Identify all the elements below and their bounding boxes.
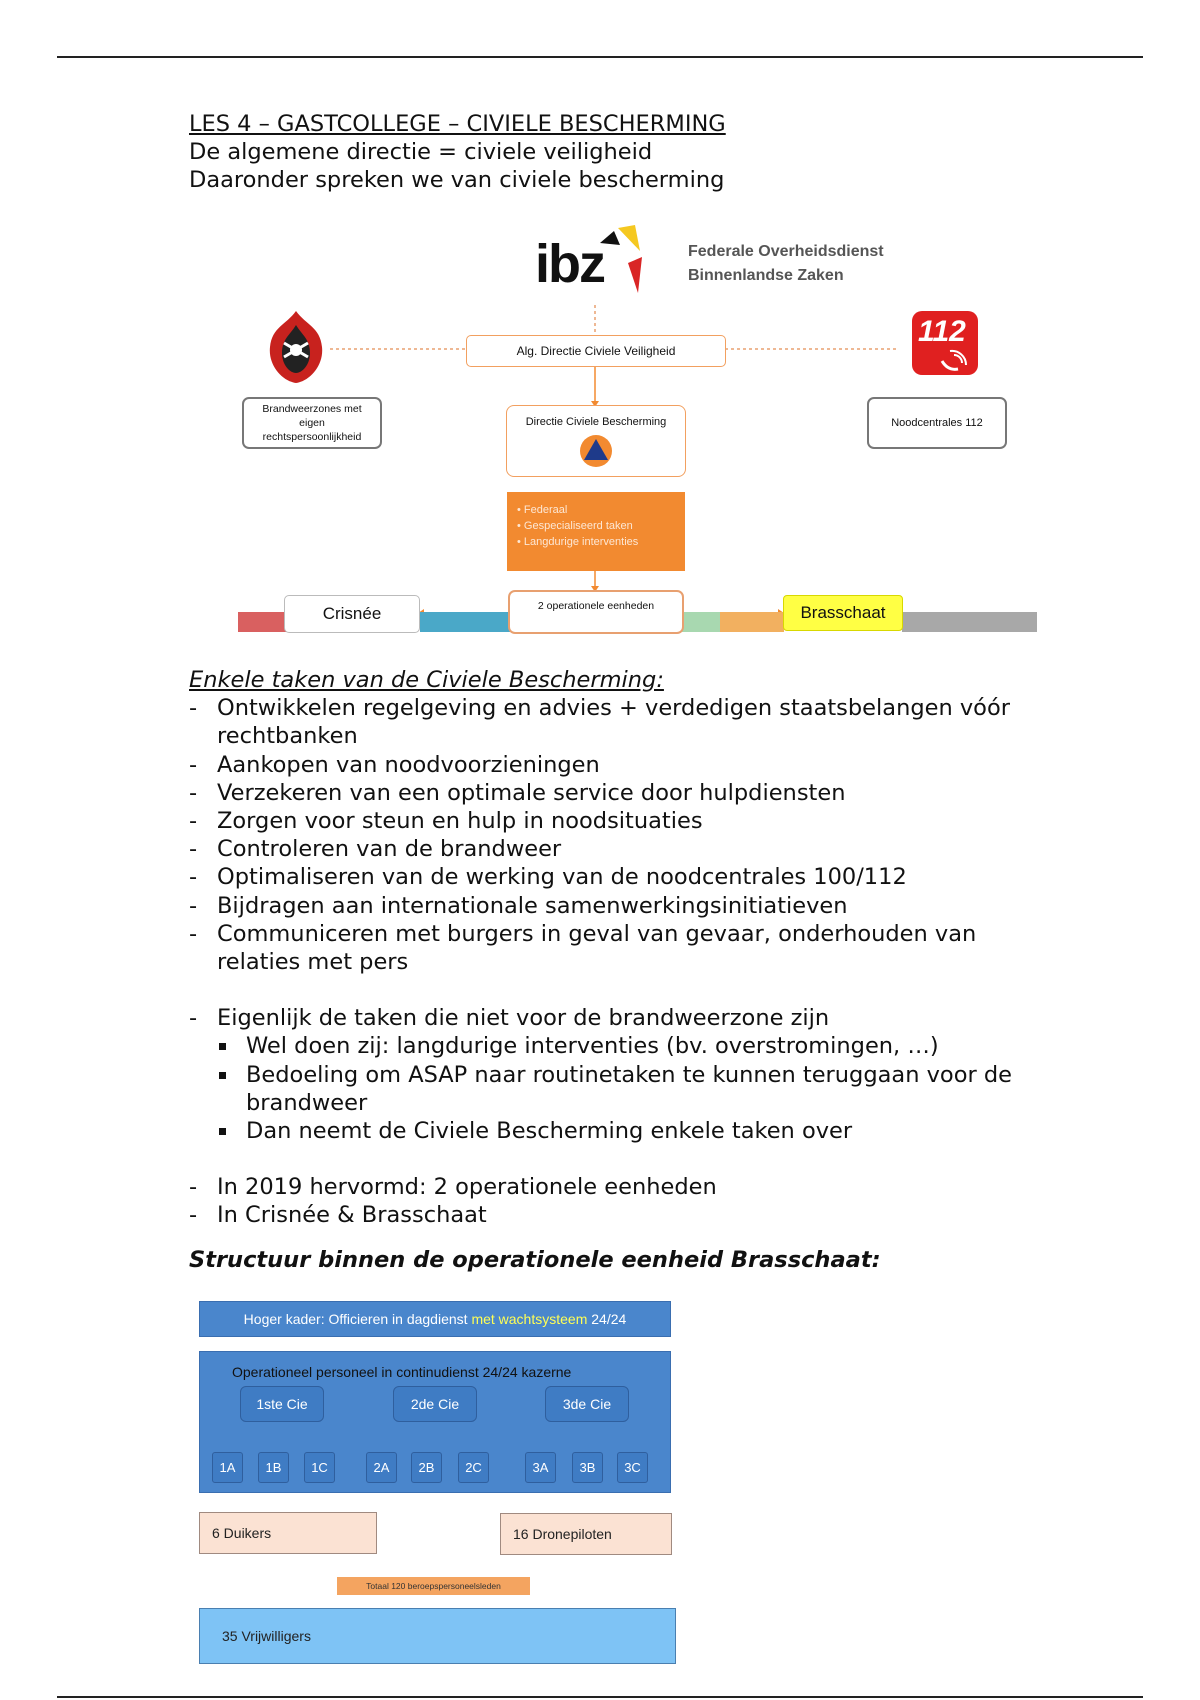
sub-list-item: Dan neemt de Civiele Bescherming enkele taken over <box>189 1117 1089 1145</box>
brasschaat-label: Brasschaat <box>800 603 886 622</box>
totaal-label: Totaal 120 beroepspersoneelsleden <box>366 1581 501 1591</box>
emergency-112-logo <box>912 311 978 375</box>
dronepiloten-box <box>500 1513 672 1555</box>
emergency-112-number: 112 <box>918 315 966 348</box>
ploeg-2a: 2A <box>366 1452 397 1483</box>
tasks-section <box>189 666 1089 1274</box>
alg-directie-box <box>466 335 726 367</box>
list-item: - Ontwikkelen regelgeving en advies + verdedigen staatsbelangen vóór rechtbanken <box>189 695 1010 750</box>
brandweerzones-label: Brandweerzones met eigen rechtspersoonlijkheid <box>262 403 362 443</box>
list-item: - Bijdragen aan internationale samenwerkingsinitiatieven <box>189 892 848 919</box>
cie-2: 2de Cie <box>393 1386 477 1422</box>
brandweerzones-box <box>242 397 382 449</box>
structure-chart <box>195 1297 685 1672</box>
ploeg-3a: 3A <box>525 1452 556 1483</box>
directie-cb-label: Directie Civiele Bescherming <box>525 416 667 428</box>
list-item: - Aankopen van noodvoorzieningen <box>189 751 600 778</box>
directie-tasks-box <box>507 492 685 571</box>
list-item: - Optimaliseren van de werking van de noodcentrales 100/112 <box>189 864 907 891</box>
tasks-heading: Enkele taken van de Civiele Bescherming: <box>189 667 664 693</box>
cie-1: 1ste Cie <box>240 1386 324 1422</box>
bar-segment-teal <box>420 612 512 632</box>
sub-list-item: Wel doen zij: langdurige interventies (bv. overstromingen, …) <box>189 1032 1089 1060</box>
page-title: LES 4 – GASTCOLLEGE – CIVIELE BESCHERMING <box>189 111 726 137</box>
crisnee-box <box>284 595 420 633</box>
brasschaat-box <box>783 595 903 631</box>
intro-line-2: Daaronder spreken we van civiele bescherming <box>189 167 725 194</box>
phone-signal-icon <box>938 347 972 371</box>
bar-segment-grey <box>902 612 1037 632</box>
duikers-box <box>199 1512 377 1554</box>
ploeg-3c: 3C <box>617 1452 648 1483</box>
ibz-logo <box>535 223 650 303</box>
duikers-label: 6 Duikers <box>212 1525 272 1541</box>
alg-directie-label: Alg. Directie Civiele Veiligheid <box>516 344 676 358</box>
hoger-kader-suffix: 24/24 <box>591 1311 627 1327</box>
ploeg-1b: 1B <box>258 1452 289 1483</box>
task-bullet-3: • Langdurige interventies <box>517 536 639 548</box>
list-item: - In Crisnée & Brasschaat <box>189 1202 487 1229</box>
list-item: - Eigenlijk de taken die niet voor de brandweerzone zijn <box>189 1005 830 1032</box>
hoger-kader-label: Hoger kader: Officieren in dagdienst <box>243 1311 468 1327</box>
ploeg-1a: 1A <box>212 1452 243 1483</box>
list-item: - Verzekeren van een optimale service door hulpdiensten <box>189 779 846 806</box>
ploeg-2c: 2C <box>458 1452 489 1483</box>
cie-3: 3de Cie <box>545 1386 629 1422</box>
bar-segment-green <box>680 612 720 632</box>
operationele-label: 2 operationele eenheden <box>537 600 655 612</box>
bottom-rule <box>57 1696 1143 1698</box>
structuur-heading: Structuur binnen de operationele eenheid Brasschaat: <box>189 1246 881 1273</box>
ploeg-3b: 3B <box>572 1452 603 1483</box>
task-bullet-2: • Gespecialiseerd taken <box>517 520 633 532</box>
hoger-kader-bar <box>199 1301 671 1337</box>
org-chart <box>230 215 1050 635</box>
ploeg-1c: 1C <box>304 1452 335 1483</box>
list-item: - Zorgen voor steun en hulp in noodsituaties <box>189 808 703 835</box>
operationele-box <box>508 590 684 634</box>
vrijwilligers-label: 35 Vrijwilligers <box>222 1628 311 1644</box>
task-bullet-1: • Federaal <box>517 504 568 516</box>
document-body <box>189 110 1089 195</box>
list-item: - Communiceren met burgers in geval van gevaar, onderhouden van relaties met pers <box>189 920 977 976</box>
list-item: - Controleren van de brandweer <box>189 836 562 863</box>
operationeel-label: Operationeel personeel in continudienst 24/24 kazerne <box>232 1364 572 1380</box>
fire-brigade-emblem-icon <box>260 307 332 387</box>
top-rule <box>57 56 1143 58</box>
ibz-logo-text: ibz <box>535 234 604 294</box>
agency-name-line-1: Federale Overheidsdienst <box>688 243 884 260</box>
vrijwilligers-box <box>199 1608 676 1664</box>
crisnee-label: Crisnée <box>322 604 382 623</box>
directie-cb-box <box>506 405 686 477</box>
agency-name-line-2: Binnenlandse Zaken <box>688 267 844 284</box>
ploeg-2b: 2B <box>411 1452 442 1483</box>
intro-line-1: De algemene directie = civiele veiligheid <box>189 139 653 166</box>
hoger-kader-highlight: met wachtsysteem <box>471 1311 588 1327</box>
belgian-flag-icon <box>590 223 650 298</box>
sub-list-item: Bedoeling om ASAP naar routinetaken te kunnen teruggaan voor de brandweer <box>189 1061 1089 1117</box>
civil-protection-emblem-icon <box>578 433 614 469</box>
list-item: - In 2019 hervormd: 2 operationele eenheden <box>189 1174 717 1201</box>
totaal-bar <box>337 1577 530 1595</box>
bar-segment-orange <box>720 612 784 632</box>
dronepiloten-label: 16 Dronepiloten <box>513 1526 612 1542</box>
noodcentrales-box <box>867 397 1007 449</box>
noodcentrales-label: Noodcentrales 112 <box>891 417 983 429</box>
